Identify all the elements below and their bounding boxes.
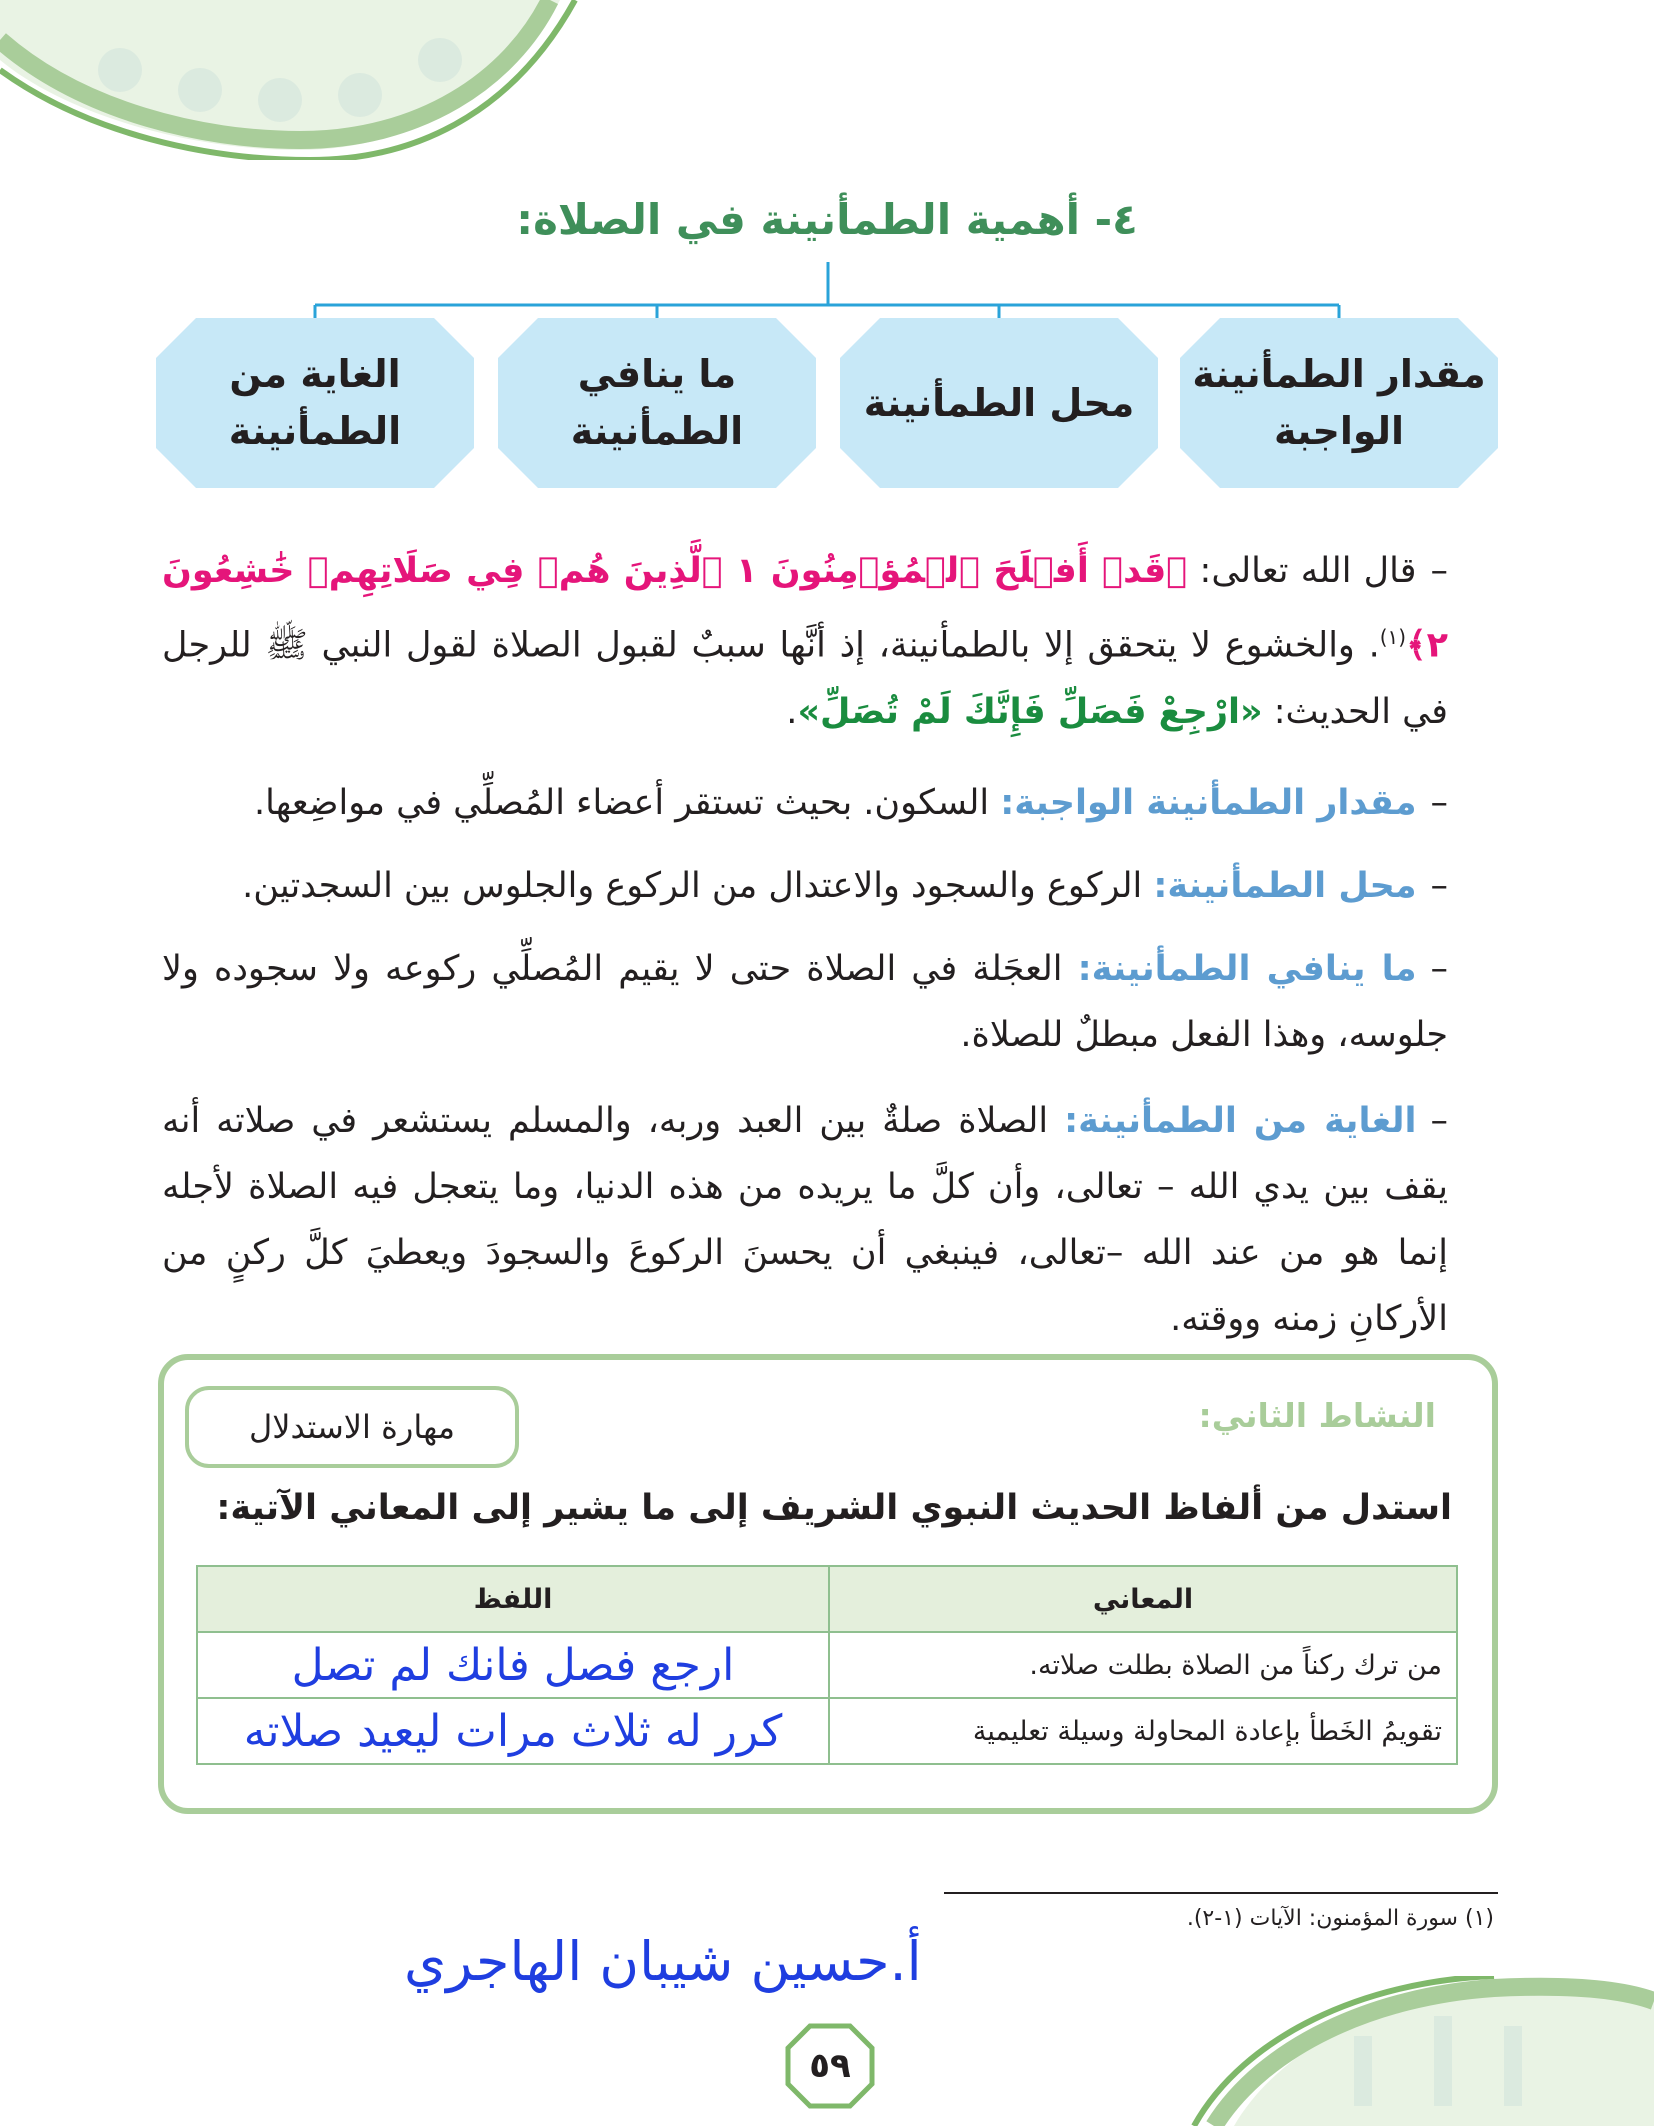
box-label: الغاية من الطمأنينة [228,352,402,453]
concept-box-location [840,318,1158,488]
concept-box-required-amount [1180,318,1498,488]
text: قال الله تعالى: [1187,551,1417,591]
skill-label: مهارة الاستدلال [185,1386,519,1468]
quran-verse: ﴿قَدۡ أَفۡلَحَ ٱلۡمُؤۡمِنُونَ ١ ٱلَّذِينَ هُمۡ فِي صَلَاتِهِمۡ خَٰشِعُونَ ٢﴾ [162,551,1448,666]
answer-cell[interactable]: كرر له ثلاث مرات ليعيد صلاته [197,1698,829,1764]
activity-title: النشاط الثاني: [1198,1396,1436,1435]
paragraph-purpose [162,1088,1448,1352]
table-header-row [197,1566,1457,1632]
box-label: محل الطمأنينة [863,380,1135,425]
box-label: ما ينافي الطمأنينة [570,352,744,453]
term: محل الطمأنينة: [1153,866,1417,906]
table-row [197,1698,1457,1764]
header-word: اللفظ [197,1566,829,1632]
text: الركوع والسجود والاعتدال من الركوع والجلوس بين السجدتين. [242,866,1154,906]
answer-cell[interactable]: ارجع فصل فانك لم تصل [197,1632,829,1698]
hadith-quote: «ارْجِعْ فَصَلِّ فَإِنَّكَ لَمْ تُصَلِّ» [797,691,1263,732]
text: . والخشوع لا يتحقق إلا بالطمأنينة، إذ أنَّها سببٌ لقبول الصلاة لقول النبي ﷺ للرجل في الحديث: [162,625,1448,732]
text: . [786,691,798,732]
text: الصلاة صلةٌ بين العبد وربه، والمسلم يستشعر في صلاته أنه يقف بين يدي الله – تعالى، وأن كلَّ ما يريده من هذه الدنيا، وما يتعجل فيه الصلاة لأجله إنما هو من عند الله –تعالى، فينبغي أن يحسنَ الركوعَ والسجودَ ويعطيَ كلَّ ركنٍ من الأركانِ زمنه ووقته. [162,1101,1448,1339]
section-heading: ٤- أهمية الطمأنينة في الصلاة: [516,195,1138,244]
box-label-line2: الواجبة [1273,409,1405,453]
box-label-line1: مقدار الطمأنينة [1192,352,1486,396]
dash: – [1430,949,1448,989]
dash: – [1430,866,1448,906]
paragraph-importance [162,538,1448,745]
author-name: أ.حسين شيبان الهاجري [404,1930,922,1993]
text: العجَلة في الصلاة حتى لا يقيم المُصلِّي ركوعه ولا سجوده ولا جلوسه، وهذا الفعل مبطلٌ للصلاة. [162,949,1448,1055]
text: السكون. بحيث تستقر أعضاء المُصلِّي في مواضِعها. [253,783,1001,823]
footnote-ref: (١) [1379,625,1407,649]
dash: – [1430,551,1448,591]
activity-instruction: استدل من ألفاظ الحديث النبوي الشريف إلى ما يشير إلى المعاني الآتية: [216,1488,1452,1528]
decorative-corner-bottom [1174,1976,1654,2126]
meaning-cell: من ترك ركناً من الصلاة بطلت صلاته. [829,1632,1457,1698]
header-meaning: المعاني [829,1566,1457,1632]
footnote: (١) سورة المؤمنون: الآيات (١-٢). [1186,1906,1494,1931]
paragraph-location [162,853,1448,919]
paragraph-required-amount [162,770,1448,836]
concept-box-contradicts [498,318,816,488]
term: ما ينافي الطمأنينة: [1077,949,1417,989]
term: الغاية من الطمأنينة: [1064,1101,1417,1141]
table-row [197,1632,1457,1698]
term: مقدار الطمأنينة الواجبة: [1000,783,1417,823]
paragraph-contradicts [162,936,1448,1068]
meaning-cell: تقويمُ الخَطأ بإعادة المحاولة وسيلة تعليمية [829,1698,1457,1764]
concept-box-purpose [156,318,474,488]
page-number: ٥٩ [809,2046,851,2086]
meanings-table [196,1565,1458,1765]
dash: – [1430,783,1448,823]
footnote-divider [944,1892,1498,1894]
dash: – [1430,1101,1448,1141]
